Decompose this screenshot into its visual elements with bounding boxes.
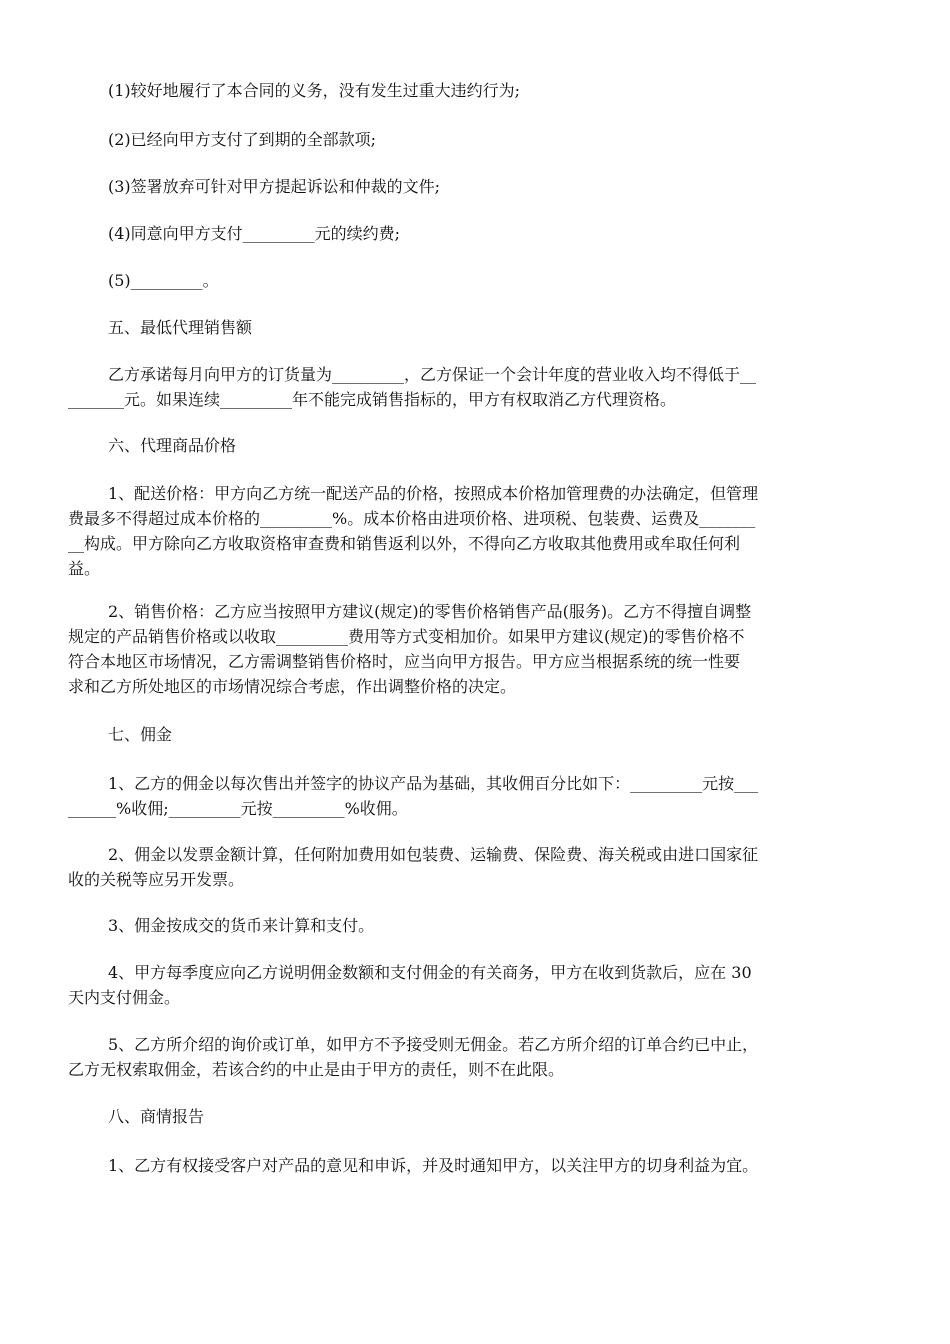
clause-item-3 xyxy=(68,174,884,199)
text-line: (4)同意向甲方支付_________元的续约费; xyxy=(108,224,401,243)
text-line: __构成。甲方除向乙方收取资格审查费和销售返利以外，不得向乙方收取其他费用或牟取任何利 xyxy=(68,534,741,553)
section-heading xyxy=(68,433,884,458)
section-paragraph xyxy=(68,362,884,412)
section-paragraph xyxy=(68,842,884,892)
text-line: 乙方承诺每月向甲方的订货量为_________，乙方保证一个会计年度的营业收入均不得低于__ xyxy=(108,365,757,384)
section-paragraph xyxy=(68,960,884,1010)
text-line: 天内支付佣金。 xyxy=(68,988,181,1007)
text-line: 规定的产品销售价格或以收取_________费用等方式变相加价。如果甲方建议(规定)的零售价格不 xyxy=(68,627,745,646)
section-heading xyxy=(68,315,884,340)
text-line: 益。 xyxy=(68,559,101,578)
text-line: 收的关税等应另开发票。 xyxy=(68,870,245,889)
text-line: (3)签署放弃可针对甲方提起诉讼和仲裁的文件; xyxy=(108,177,441,196)
heading-text: 五、最低代理销售额 xyxy=(108,318,253,337)
text-line: (1)较好地履行了本合同的义务，没有发生过重大违约行为; xyxy=(108,81,521,100)
text-line: (5)_________。 xyxy=(108,271,219,290)
clause-item-5 xyxy=(68,268,884,293)
text-line: 符合本地区市场情况，乙方需调整销售价格时，应当向甲方报告。甲方应当根据系统的统一性要 xyxy=(68,652,741,671)
heading-text: 八、商情报告 xyxy=(108,1107,205,1126)
text-line: (2)已经向甲方支付了到期的全部款项; xyxy=(108,130,377,149)
text-line: 1、配送价格：甲方向乙方统一配送产品的价格，按照成本价格加管理费的办法确定，但管理 xyxy=(108,484,759,503)
text-line: 3、佣金按成交的货币来计算和支付。 xyxy=(108,916,375,935)
section-paragraph xyxy=(68,1032,884,1082)
section-paragraph xyxy=(68,481,884,581)
clause-item-4 xyxy=(68,221,884,246)
section-paragraph xyxy=(68,771,884,821)
text-line: ______%收佣;_________元按_________%收佣。 xyxy=(68,799,408,818)
text-line: 2、销售价格：乙方应当按照甲方建议(规定)的零售价格销售产品(服务)。乙方不得擅自调整 xyxy=(108,602,752,621)
text-line: 4、甲方每季度应向乙方说明佣金数额和支付佣金的有关商务，甲方在收到货款后，应在 30 xyxy=(108,963,752,982)
heading-text: 六、代理商品价格 xyxy=(108,436,237,455)
text-line: 求和乙方所处地区的市场情况综合考虑，作出调整价格的决定。 xyxy=(68,677,517,696)
heading-text: 七、佣金 xyxy=(108,725,173,744)
text-line: 2、佣金以发票金额计算，任何附加费用如包装费、运输费、保险费、海关税或由进口国家征 xyxy=(108,845,759,864)
section-paragraph xyxy=(68,913,884,938)
section-heading xyxy=(68,1104,884,1129)
section-heading xyxy=(68,722,884,747)
clause-item-1 xyxy=(68,78,884,103)
text-line: 费最多不得超过成本价格的_________%。成本价格由进项价格、进项税、包装费、运费及_______ xyxy=(68,509,756,528)
clause-item-2 xyxy=(68,127,884,152)
text-line: 1、乙方的佣金以每次售出并签字的协议产品为基础，其收佣百分比如下：_________元按___ xyxy=(108,774,759,793)
text-line: 1、乙方有权接受客户对产品的意见和申诉，并及时通知甲方，以关注甲方的切身利益为宜。 xyxy=(108,1156,759,1175)
section-paragraph xyxy=(68,1153,884,1178)
text-line: 乙方无权索取佣金，若该合约的中止是由于甲方的责任，则不在此限。 xyxy=(68,1060,565,1079)
text-line: _______元。如果连续_________年不能完成销售指标的，甲方有权取消乙方代理资格。 xyxy=(68,390,677,409)
text-line: 5、乙方所介绍的询价或订单，如甲方不予接受则无佣金。若乙方所介绍的订单合约已中止， xyxy=(108,1035,759,1054)
section-paragraph xyxy=(68,599,884,699)
